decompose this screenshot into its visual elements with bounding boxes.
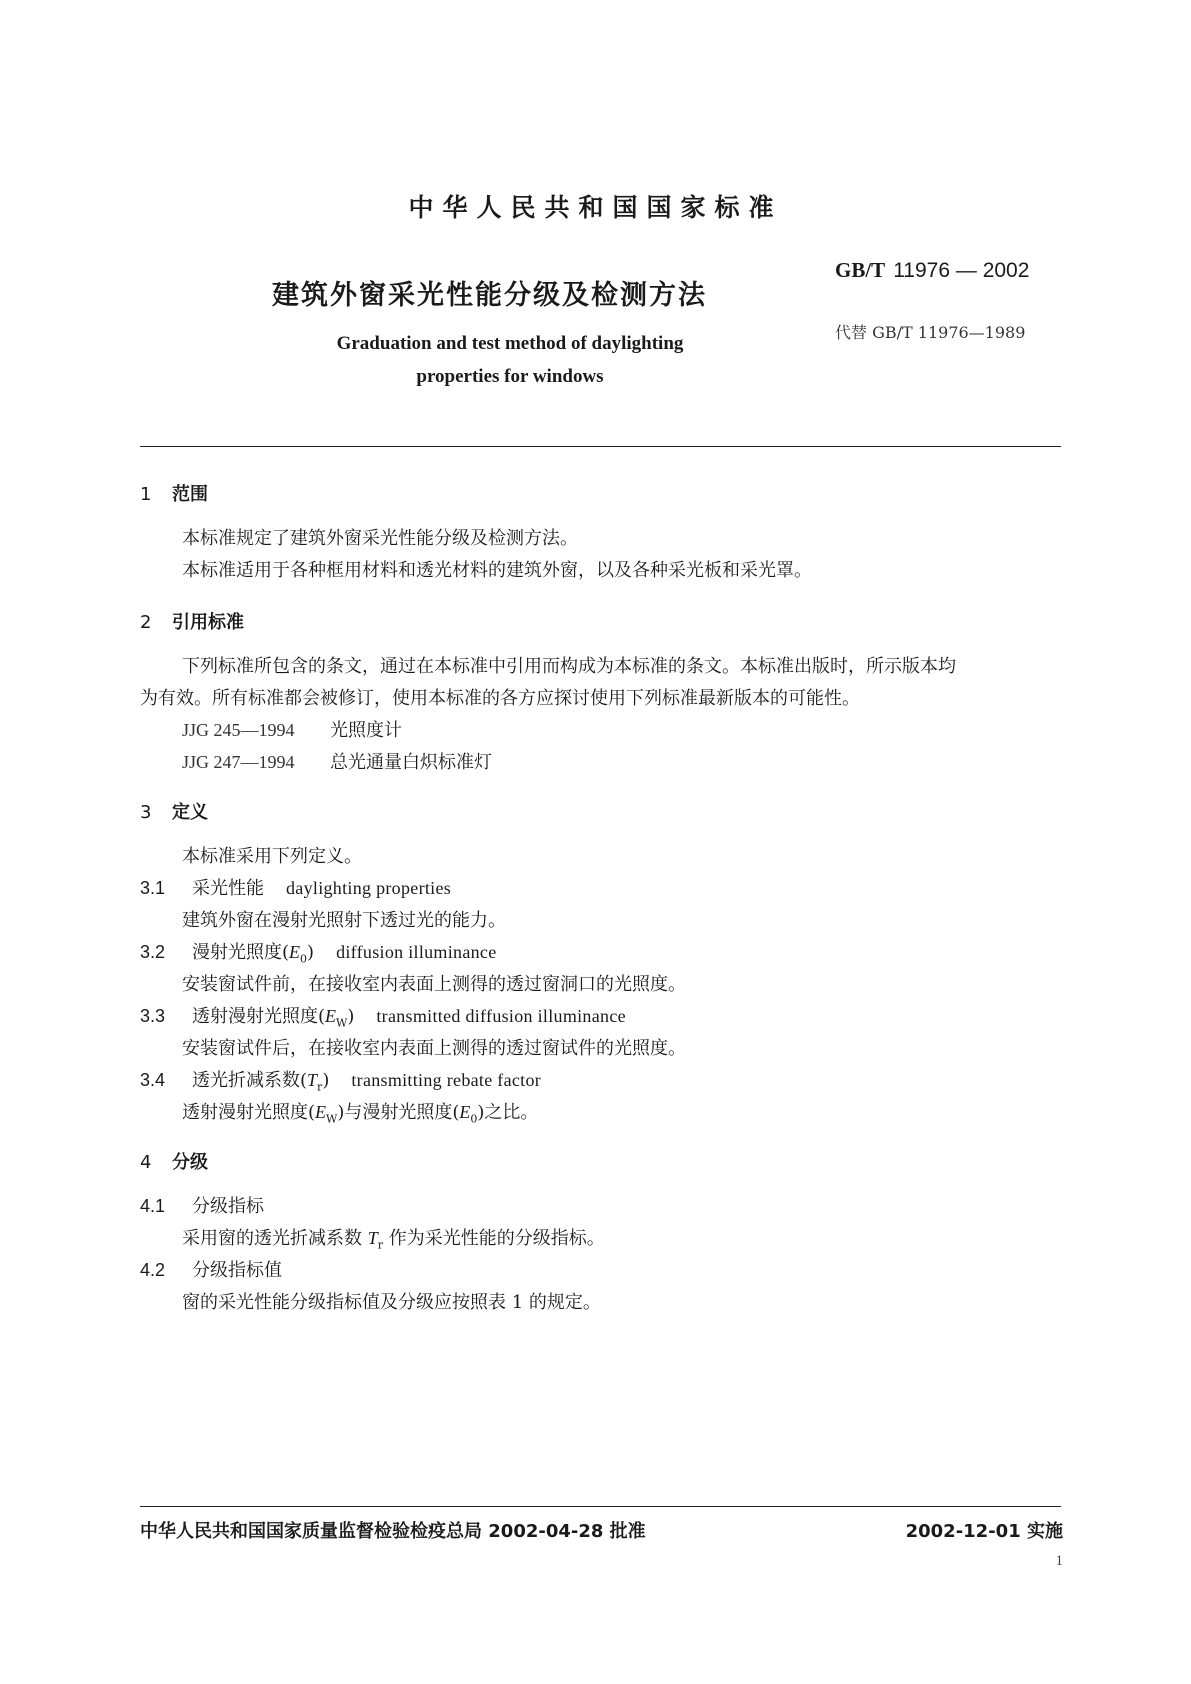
reference-code: JJG 247—1994 (182, 752, 295, 772)
section-2-heading (140, 608, 244, 634)
clause-term: 分级指标值 (192, 1260, 282, 1281)
symbol: T (367, 1228, 378, 1248)
standard-number (835, 258, 1029, 283)
desc-text: )之比。 (477, 1102, 539, 1123)
section-title: 分级 (172, 1152, 208, 1173)
paren-close: ) (347, 1006, 355, 1027)
section-2-paragraph-line-2: 为有效。所有标准都会被修订，使用本标准的各方应探讨使用下列标准最新版本的可能性。 (140, 688, 860, 709)
section-title: 引用标准 (172, 612, 244, 633)
document-title-cn: 建筑外窗采光性能分级及检测方法 (272, 280, 707, 311)
section-number: 3 (140, 802, 152, 823)
definition-term: 漫射光照度( (192, 942, 290, 963)
document-title-en-line1: Graduation and test method of daylighting (336, 333, 684, 354)
symbol-subscript: W (326, 1112, 338, 1126)
definition-3-4 (140, 1066, 541, 1094)
section-3-intro: 本标准采用下列定义。 (182, 846, 362, 867)
clause-number: 3.3 (140, 1006, 166, 1026)
document-title-en-line2: properties for windows (416, 366, 604, 387)
clause-4-1 (140, 1192, 264, 1218)
clause-number: 3.1 (140, 878, 166, 898)
section-2-paragraph-line-1: 下列标准所包含的条文，通过在本标准中引用而构成为本标准的条文。本标准出版时，所示版本均 (182, 656, 956, 677)
clause-number: 4.2 (140, 1260, 166, 1280)
symbol: E (315, 1102, 327, 1122)
symbol: T (307, 1070, 318, 1090)
section-3-heading (140, 798, 208, 824)
section-number: 2 (140, 612, 152, 633)
section-4-heading (140, 1148, 208, 1174)
desc-text: 透射漫射光照度( (182, 1102, 316, 1123)
issuing-authority: 中华人民共和国国家质量监督检验检疫总局 2002-04-28 批准 (140, 1521, 646, 1542)
definition-3-2-desc: 安装窗试件前，在接收室内表面上测得的透过窗洞口的光照度。 (182, 974, 686, 995)
desc-text: 采用窗的透光折减系数 (182, 1228, 368, 1249)
footer-divider (140, 1506, 1061, 1507)
section-number: 4 (140, 1152, 152, 1173)
reference-code: JJG 245—1994 (182, 720, 295, 740)
definition-3-1-desc: 建筑外窗在漫射光照射下透过光的能力。 (182, 910, 506, 931)
definition-term: 采光性能 (192, 878, 264, 899)
section-number: 1 (140, 484, 152, 505)
symbol: E (459, 1102, 471, 1122)
symbol: E (289, 942, 301, 962)
header-divider (140, 446, 1061, 447)
reference-item (182, 748, 492, 774)
symbol: E (325, 1006, 337, 1026)
definition-term-en: transmitting rebate factor (351, 1070, 542, 1090)
definition-3-3 (140, 1002, 626, 1030)
desc-text: )与漫射光照度( (337, 1102, 460, 1123)
clause-number: 4.1 (140, 1196, 166, 1216)
section-title: 范围 (172, 484, 208, 505)
desc-text: 作为采光性能的分级指标。 (383, 1228, 605, 1249)
clause-4-1-desc (182, 1224, 605, 1252)
definition-term-en: diffusion illuminance (336, 942, 497, 962)
definition-3-4-desc (182, 1098, 538, 1126)
national-standard-heading: 中华人民共和国国家标准 (408, 193, 783, 222)
page-number: 1 (1055, 1553, 1063, 1569)
clause-number: 3.2 (140, 942, 166, 962)
clause-4-2 (140, 1256, 282, 1282)
reference-name: 总光通量白炽标准灯 (330, 752, 492, 773)
effective-date: 2002-12-01 实施 (905, 1521, 1063, 1542)
definition-term-en: transmitted diffusion illuminance (376, 1006, 626, 1026)
definition-term-en: daylighting properties (286, 878, 452, 898)
definition-3-1 (140, 874, 451, 900)
symbol-subscript: r (317, 1080, 323, 1094)
clause-4-2-desc: 窗的采光性能分级指标值及分级应按照表 1 的规定。 (182, 1292, 601, 1313)
section-1-paragraph-2: 本标准适用于各种框用材料和透光材料的建筑外窗，以及各种采光板和采光罩。 (182, 560, 812, 581)
symbol-subscript: 0 (300, 952, 308, 966)
clause-number: 3.4 (140, 1070, 166, 1090)
section-1-paragraph-1: 本标准规定了建筑外窗采光性能分级及检测方法。 (182, 528, 578, 549)
symbol-subscript: 0 (470, 1112, 478, 1126)
replaces-note: 代替 GB/T 11976—1989 (835, 323, 1026, 342)
standard-code: 11976 — 2002 (893, 259, 1030, 282)
clause-term: 分级指标 (192, 1196, 264, 1217)
reference-name: 光照度计 (330, 720, 402, 741)
definition-term: 透光折减系数( (192, 1070, 308, 1091)
definition-3-3-desc: 安装窗试件后，在接收室内表面上测得的透过窗试件的光照度。 (182, 1038, 686, 1059)
section-1-heading (140, 480, 208, 506)
reference-item (182, 716, 402, 742)
symbol-subscript: W (336, 1016, 348, 1030)
symbol-subscript: r (377, 1238, 384, 1252)
section-title: 定义 (172, 802, 208, 823)
paren-close: ) (307, 942, 315, 963)
standard-prefix: GB/T (835, 258, 886, 282)
definition-term: 透射漫射光照度( (192, 1006, 326, 1027)
paren-close: ) (322, 1070, 330, 1091)
definition-3-2 (140, 938, 497, 966)
